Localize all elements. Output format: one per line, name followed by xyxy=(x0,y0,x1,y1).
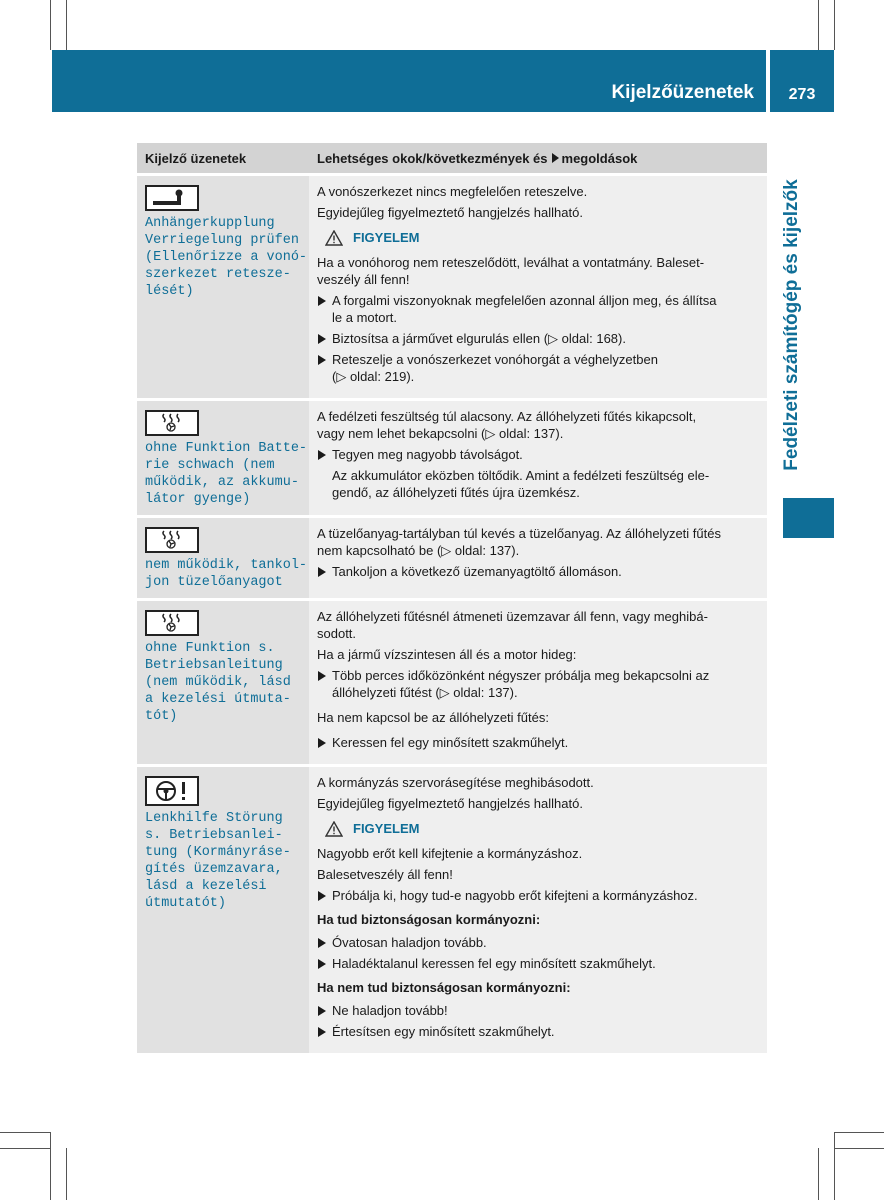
display-messages-table xyxy=(137,143,767,1053)
message-cell xyxy=(137,175,309,400)
warning-heading: FIGYELEM xyxy=(325,820,759,837)
message-code: Lenkhilfe Störung s. Betriebsanlei- tung (Kormányráse- gítés üzemzavara, lásd a kezelési útmutatót) xyxy=(145,811,291,911)
solution-cell: Az állóhelyzeti fűtésnél átmeneti üzemzavar áll fenn, vagy meghibá- sodott. Ha a jármű vízszintesen áll és a motor hideg: Több perces időközönként négyszer próbálja meg bekapcsolni az állóhelyzeti fűtést (▷ oldal: 137). Ha nem kapcsol be az állóhelyzeti fűtés: Keressen fel egy minősített szakműhelyt. xyxy=(309,600,767,766)
message-code: ohne Funktion s. Betriebsanleitung (nem működik, lásd a kezelési útmuta- tót) xyxy=(145,641,291,724)
arrow-right-icon xyxy=(552,153,559,163)
crop-mark xyxy=(834,1132,884,1133)
warning-heading: FIGYELEM xyxy=(325,229,759,246)
crop-mark xyxy=(818,0,819,50)
page-number: 273 xyxy=(788,86,816,103)
side-section-title: Fedélzeti számítógép és kijelzők xyxy=(781,179,802,471)
steering-warning-icon xyxy=(145,776,199,806)
table-header-row xyxy=(137,143,767,175)
aux-heater-icon xyxy=(145,527,199,553)
table-row xyxy=(137,175,767,400)
page-title: Kijelzőüzenetek xyxy=(611,82,754,103)
message-code: nem működik, tankol- jon tüzelőanyagot xyxy=(145,558,308,590)
crop-mark xyxy=(0,1132,50,1133)
page-number-box xyxy=(770,50,834,112)
solution-cell: A fedélzeti feszültség túl alacsony. Az állóhelyzeti fűtés kikapcsolt, vagy nem lehet bekapcsolni (▷ oldal: 137). Tegyen meg nagyobb távolságot. Az akkumulátor eközben töltődik. Amint a fedélzeti feszültség ele- gendő, az állóhelyzeti fűtés újra üzemkész. xyxy=(309,400,767,517)
crop-mark xyxy=(66,1148,67,1200)
crop-mark xyxy=(834,1132,835,1200)
aux-heater-icon xyxy=(145,410,199,436)
table-row xyxy=(137,766,767,1054)
table-row xyxy=(137,600,767,766)
trailer-hitch-icon xyxy=(145,185,199,211)
message-cell xyxy=(137,400,309,517)
crop-mark xyxy=(0,1148,50,1149)
side-tab-marker xyxy=(783,498,834,538)
message-code: ohne Funktion Batte- rie schwach (nem működik, az akkumu- látor gyenge) xyxy=(145,441,308,507)
crop-mark xyxy=(50,0,51,50)
message-cell xyxy=(137,600,309,766)
solution-cell: A vonószerkezet nincs megfelelően reteszelve. Egyidejűleg figyelmeztető hangjelzés hallható. FIGYELEM Ha a vonóhorog nem reteszelődött, leválhat a vontatmány. Baleset- veszély áll fenn! A forgalmi viszonyoknak megfelelően azonnal álljon meg, és állítsa le a motort. Biztosítsa a járművet elgurulás ellen (▷ oldal: 168). Reteszelje a vonószerkezet vonóhorgát a véghelyzetben (▷ oldal: 219). xyxy=(309,175,767,400)
crop-mark xyxy=(818,1148,819,1200)
solution-cell: A tüzelőanyag-tartályban túl kevés a tüzelőanyag. Az állóhelyzeti fűtés nem kapcsolható be (▷ oldal: 137). Tankoljon a következő üzemanyagtöltő állomáson. xyxy=(309,517,767,600)
solution-cell: A kormányzás szervorásegítése meghibásodott. Egyidejűleg figyelmeztető hangjelzés hallható. FIGYELEM Nagyobb erőt kell kifejtenie a kormányzáshoz. Balesetveszély áll fenn! Próbálja ki, hogy tud-e nagyobb erőt kifejteni a kormányzáshoz. Ha tud biztonságosan kormányozni: Óvatosan haladjon tovább. Haladéktalanul keressen fel egy minősített szakműhelyt. Ha nem tud biztonságosan kormányozni: Ne haladjon tovább! Értesítsen egy minősített szakműhelyt. xyxy=(309,766,767,1054)
table-row xyxy=(137,400,767,517)
warning-triangle-icon xyxy=(325,821,343,837)
crop-mark xyxy=(834,1148,884,1149)
warning-triangle-icon xyxy=(325,230,343,246)
aux-heater-icon xyxy=(145,610,199,636)
header-bar xyxy=(52,50,766,112)
message-cell xyxy=(137,517,309,600)
table-row xyxy=(137,517,767,600)
message-cell xyxy=(137,766,309,1054)
crop-mark xyxy=(834,0,835,50)
crop-mark xyxy=(66,0,67,50)
column-header-causes: Lehetséges okok/következmények és megoldások xyxy=(309,143,767,175)
message-code: Anhängerkupplung Verriegelung prüfen (Ellenőrizze a vonó- szerkezet retesze- lését) xyxy=(145,216,308,299)
column-header-messages: Kijelző üzenetek xyxy=(137,143,309,175)
crop-mark xyxy=(50,1132,51,1200)
